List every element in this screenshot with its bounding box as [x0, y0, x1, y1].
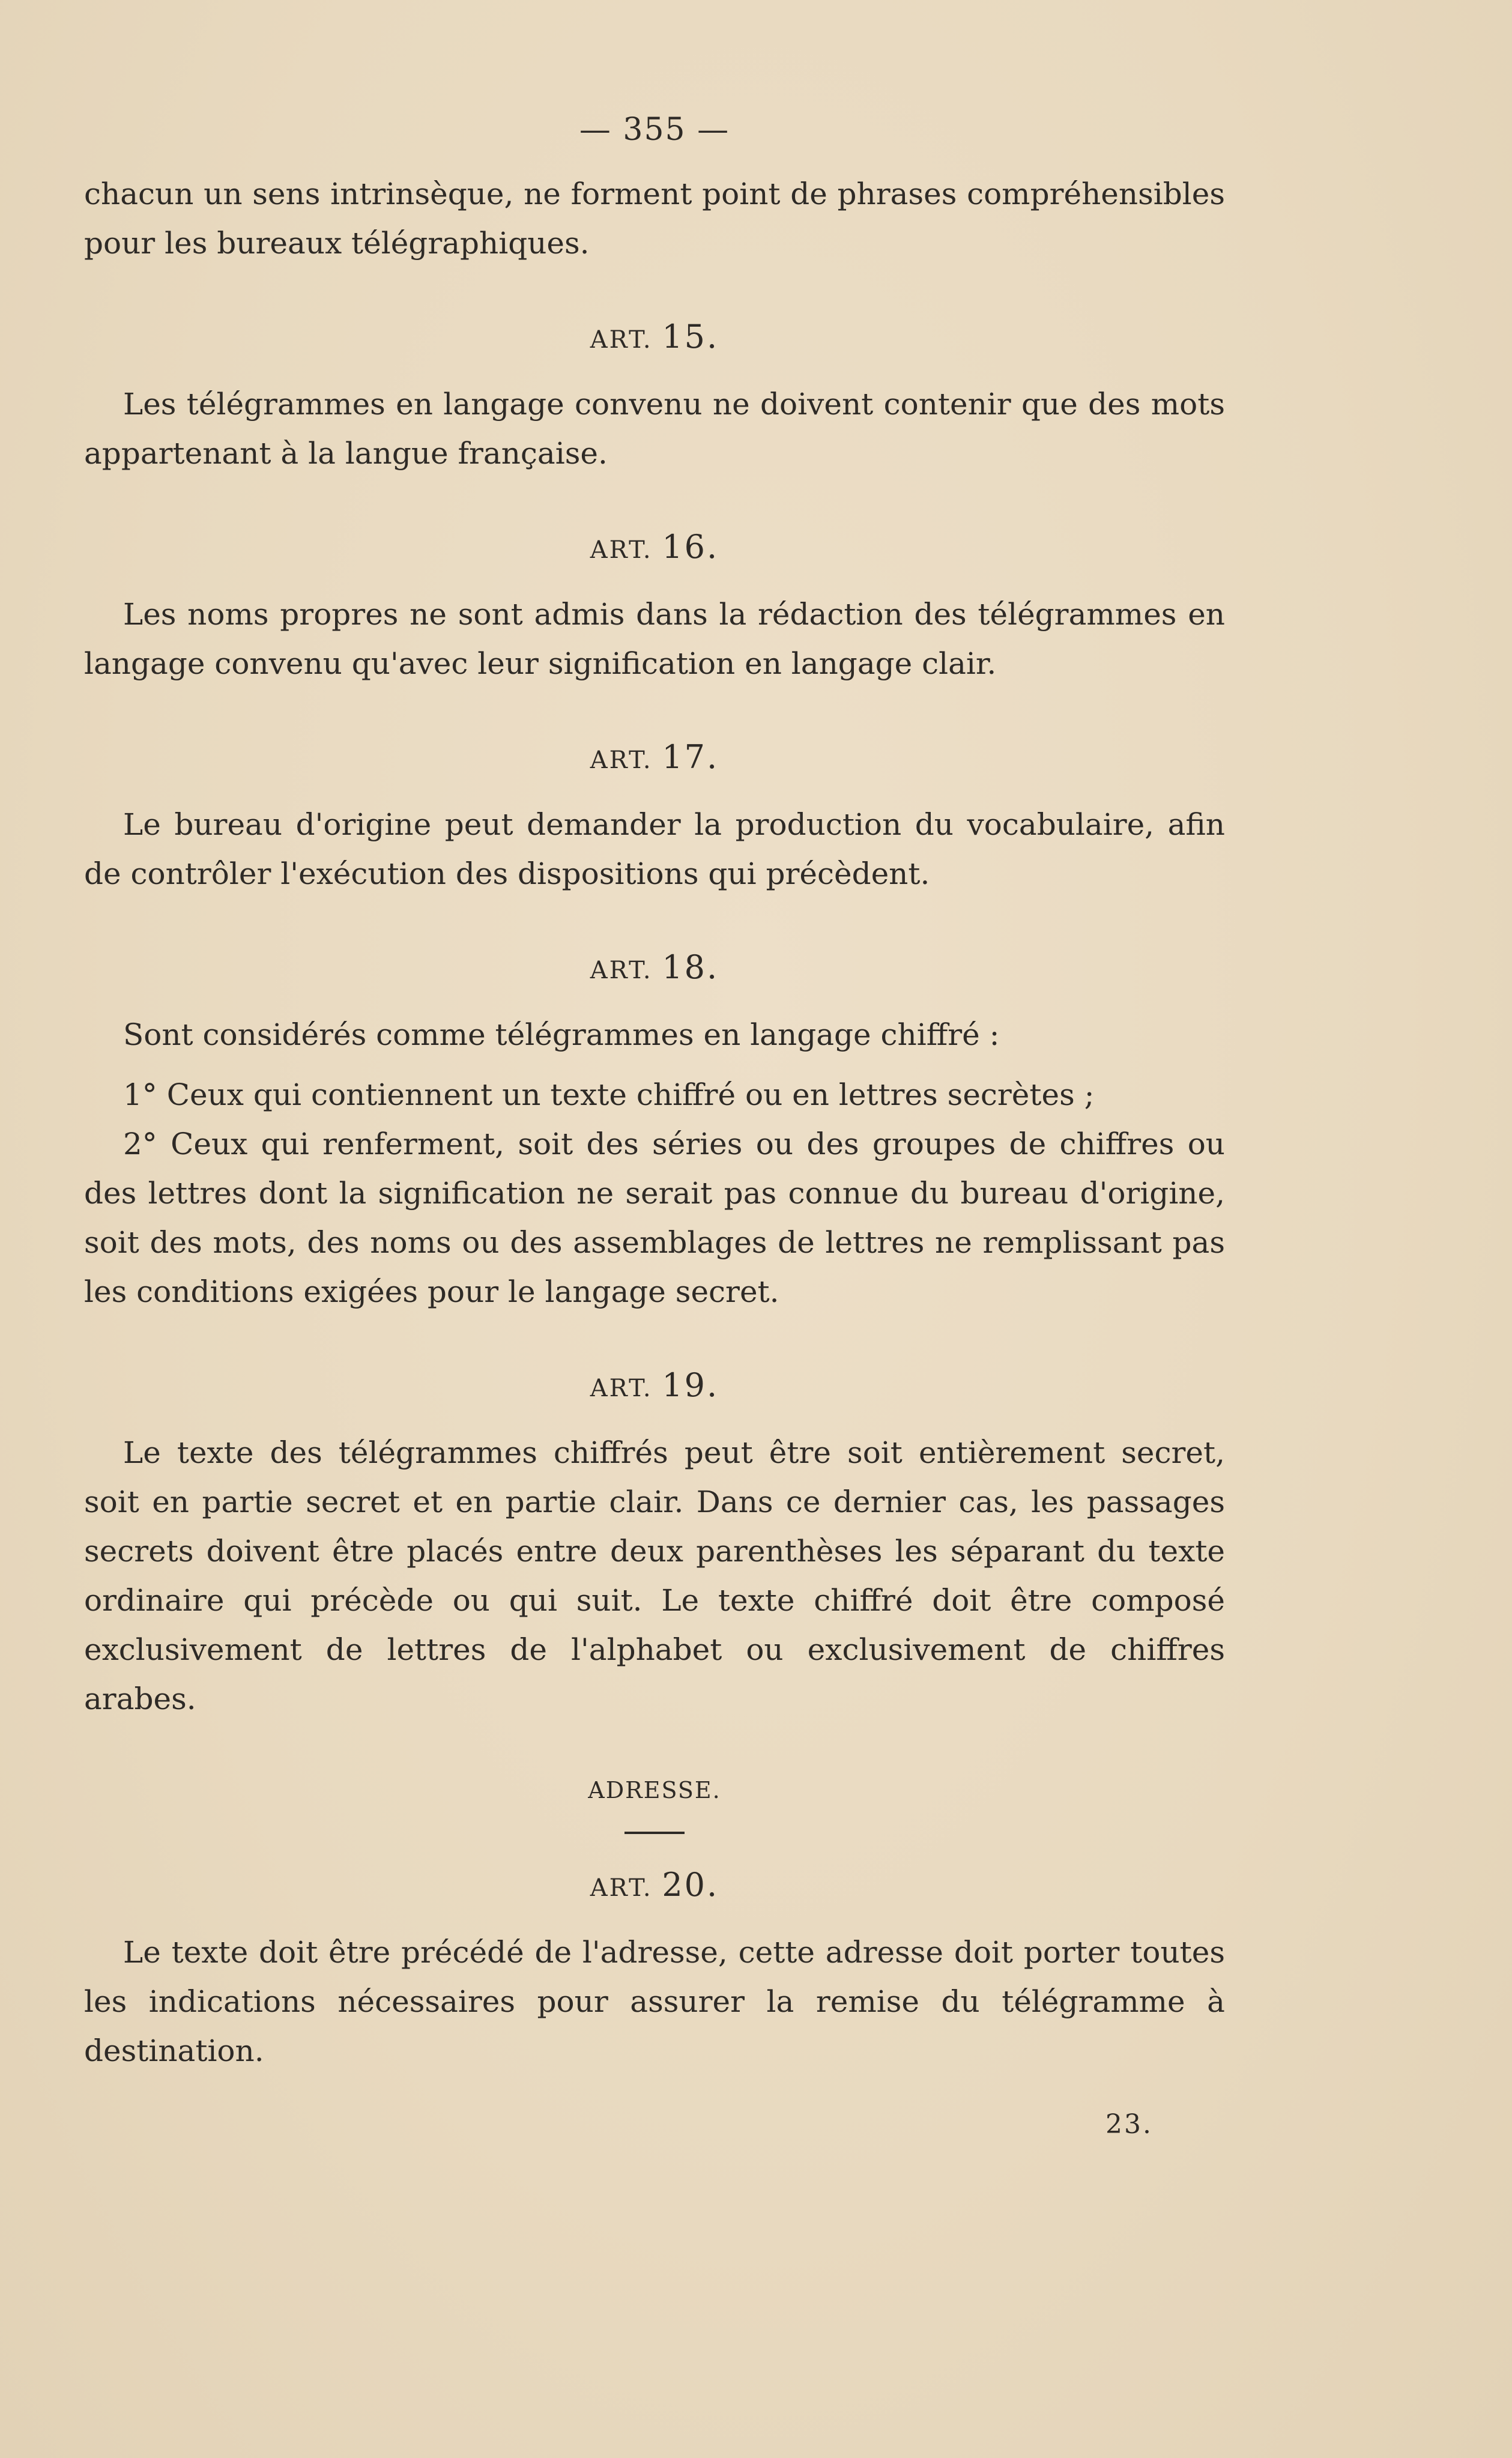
article-20-text: Le texte doit être précédé de l'adresse, cette adresse doit porter toutes les indications nécessaires pour assurer la remise du télégramme à destination.: [84, 1935, 1225, 2068]
article-label: ART.: [590, 1874, 653, 1902]
article-17-heading: [84, 738, 1225, 776]
article-19-text: Le texte des télégrammes chiffrés peut être soit entièrement secret, soit en partie secret et en partie clair. Dans ce dernier cas, les passages secrets doivent être placés entre deux parenthèses les séparant du texte ordinaire qui précède ou qui suit. Le texte chiffré doit être composé exclusivement de lettres de l'alphabet ou exclusivement de chiffres arabes.: [84, 1435, 1225, 1716]
page-number: — 355 —: [579, 112, 730, 148]
article-18-item-2: 2° Ceux qui renferment, soit des séries ou des groupes de chiffres ou des lettres dont la signification ne serait pas connue du bureau d'origine, soit des mots, des noms ou des assemblages de lettres ne remplissant pas les conditions exigées pour le langage secret.: [84, 1127, 1225, 1309]
article-label: ART.: [590, 957, 653, 984]
article-19-heading: [84, 1366, 1225, 1404]
article-15-text: Les télégrammes en langage convenu ne doivent contenir que des mots appartenant à la langue française.: [84, 387, 1225, 471]
article-number: 17.: [662, 738, 719, 776]
signature-mark: 23.: [1105, 2109, 1153, 2140]
article-15-heading: [84, 318, 1225, 356]
article-number: 19.: [662, 1366, 719, 1404]
article-number: 18.: [662, 948, 719, 986]
article-label: ART.: [590, 326, 653, 354]
article-number: 20.: [662, 1866, 719, 1904]
section-divider: [624, 1832, 685, 1834]
article-18-heading: [84, 948, 1225, 986]
article-20-heading: [84, 1866, 1225, 1904]
article-18-intro: Sont considérés comme télégrammes en langage chiffré :: [123, 1017, 1000, 1052]
article-17-text: Le bureau d'origine peut demander la production du vocabulaire, afin de contrôler l'exécution des dispositions qui précèdent.: [84, 807, 1225, 891]
article-label: ART.: [590, 746, 653, 774]
article-18-item-1: 1° Ceux qui contiennent un texte chiffré ou en lettres secrètes ;: [123, 1077, 1095, 1112]
page-content: [84, 114, 1225, 2138]
article-label: ART.: [590, 1375, 653, 1402]
article-number: 15.: [662, 318, 719, 356]
section-heading-adresse: ADRESSE.: [588, 1777, 721, 1803]
article-16-text: Les noms propres ne sont admis dans la rédaction des télégrammes en langage convenu qu'avec leur signification en langage clair.: [84, 597, 1225, 681]
article-number: 16.: [662, 528, 719, 566]
article-label: ART.: [590, 536, 653, 564]
article-16-heading: [84, 528, 1225, 566]
continued-paragraph: chacun un sens intrinsèque, ne forment point de phrases compréhensibles pour les bureaux télégraphiques.: [84, 177, 1225, 261]
